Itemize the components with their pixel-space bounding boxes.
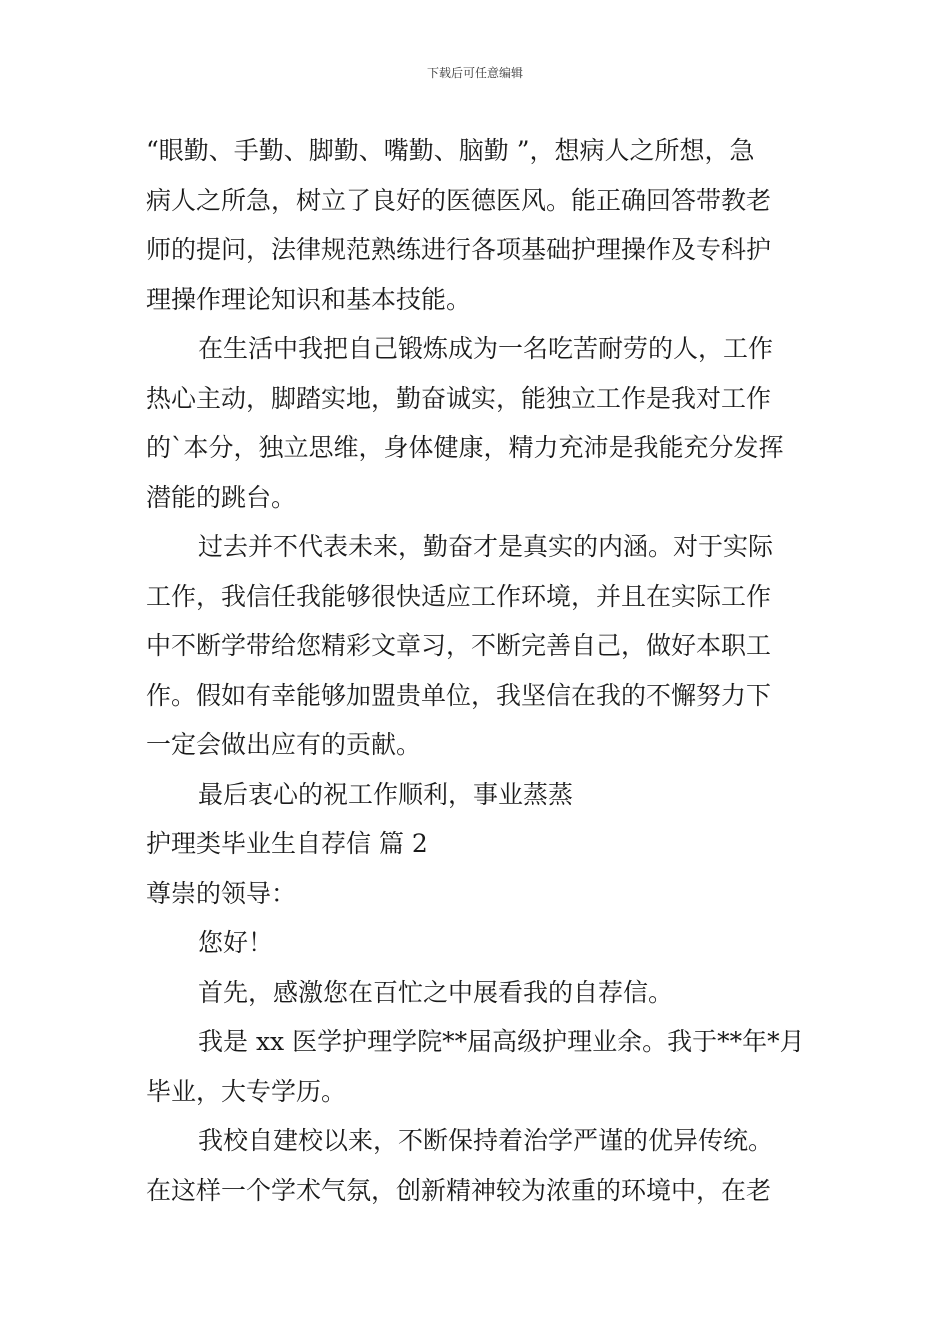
text-line: “眼勤、手勤、脚勤、嘴勤、脑勤 ”，想病人之所想，急: [146, 136, 755, 165]
salutation: 尊崇的领导：: [146, 878, 297, 908]
text-line: 病人之所急，树立了良好的医德医风。能正确回答带教老: [146, 185, 772, 215]
greeting: 您好！: [198, 928, 274, 957]
text-line: 工作，我信任我能够很快适应工作环境，并且在实际工作: [146, 581, 772, 611]
text-line: 首先，感激您在百忙之中展看我的自荐信。: [198, 977, 674, 1007]
text-line: 热心主动，脚踏实地，勤奋诚实，能独立工作是我对工作: [146, 383, 772, 413]
text-line: 的`本分，独立思维，身体健康，精力充沛是我能充分发挥: [146, 433, 784, 462]
text-line: 潜能的跳台。: [146, 482, 297, 512]
text-line: 我校自建校以来，不断保持着治学严谨的优异传统。: [198, 1126, 774, 1155]
text-line: 过去并不代表未来，勤奋才是真实的内涵。对于实际: [198, 532, 774, 561]
text-line: 理操作理论知识和基本技能。: [146, 284, 472, 314]
text-line: 师的提问，法律规范熟练进行各项基础护理操作及专科护: [146, 235, 772, 264]
text-line: 中不断学带给您精彩文章习，不断完善自己，做好本职工: [146, 631, 772, 660]
document-body: [146, 126, 808, 1215]
text-line: 毕业，大专学历。: [146, 1076, 347, 1106]
text-line: 作。假如有幸能够加盟贵单位，我坚信在我的不懈努力下: [146, 680, 772, 710]
text-line: 我是 xx 医学护理学院**届高级护理业余。我于**年*月: [198, 1027, 805, 1056]
section-title: 护理类毕业生自荐信 篇 2: [146, 829, 428, 858]
page-header: 下载后可任意编辑: [426, 66, 523, 80]
text-line: 最后衷心的祝工作顺利，事业蒸蒸: [198, 779, 574, 809]
text-line: 一定会做出应有的贡献。: [146, 730, 422, 759]
text-line: 在这样一个学术气氛，创新精神较为浓重的环境中，在老: [146, 1175, 772, 1205]
text-line: 在生活中我把自己锻炼成为一名吃苦耐劳的人，工作: [198, 334, 774, 363]
